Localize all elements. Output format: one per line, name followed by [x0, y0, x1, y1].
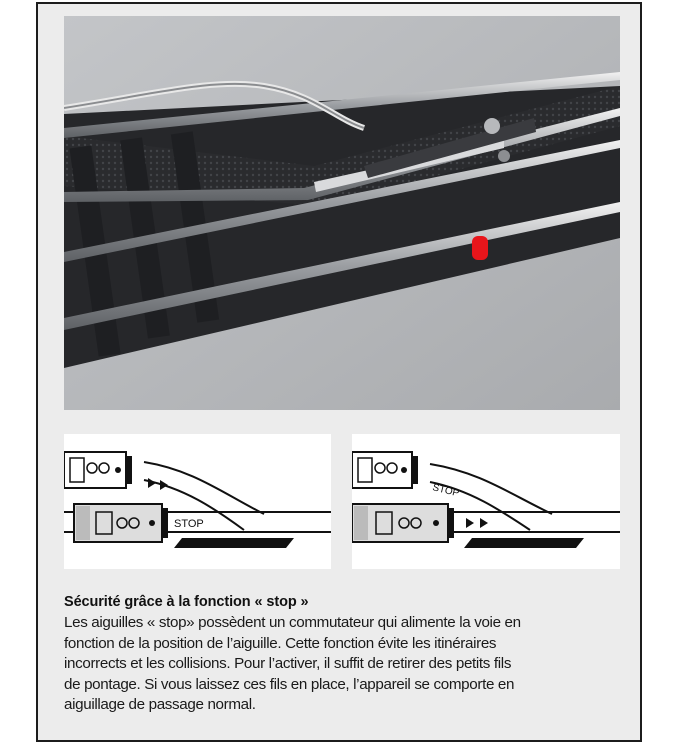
caption-line: fonction de la position de l’aiguille. Cette fonction évite les itinéraires: [64, 634, 497, 652]
stop-label: STOP: [431, 482, 461, 500]
stop-diagram-left: [64, 434, 331, 569]
caption-line: incorrects et les collisions. Pour l’activer, il suffit de retirer des petits fils: [64, 655, 512, 673]
stop-label: STOP: [174, 518, 204, 530]
locomotive-lower: [352, 504, 454, 542]
caption-title: Sécurité grâce à la fonction « stop »: [64, 594, 309, 610]
caption-line: de pontage. Si vous laissez ces fils en place, l’appareil se comporte en: [64, 675, 515, 693]
turnout-photo: [64, 16, 620, 410]
caption: [64, 594, 616, 716]
go-arrows: [466, 518, 488, 528]
locomotive-lower: [74, 504, 168, 542]
locomotive-upper: [64, 452, 132, 488]
stop-section: [464, 538, 584, 548]
caption-body: [64, 613, 616, 716]
caption-line: Les aiguilles « stop» possèdent un commutateur qui alimente la voie en: [64, 614, 521, 631]
stop-section: [174, 538, 294, 548]
stop-diagram-right: [352, 434, 620, 569]
caption-line: aiguillage de passage normal.: [64, 696, 256, 714]
locomotive-upper: [352, 452, 418, 488]
